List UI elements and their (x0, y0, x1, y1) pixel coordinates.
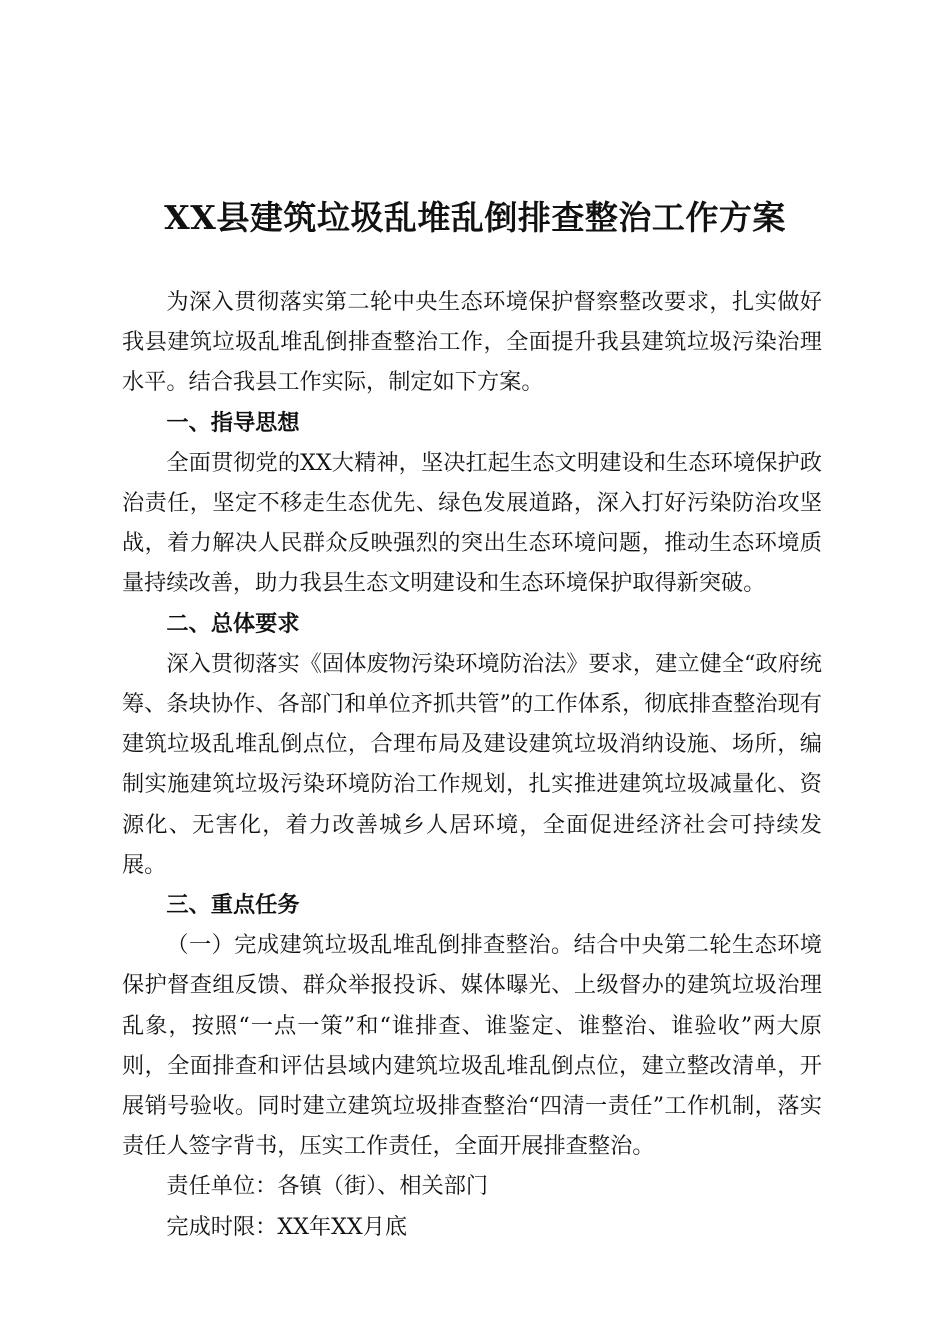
section-paragraph-general-requirements: 深入贯彻落实《固体废物污染环境防治法》要求，建立健全“政府统筹、条块协作、各部门和单位齐抓共管”的工作体系，彻底排查整治现有建筑垃圾乱堆乱倒点位，合理布局及建设建筑垃圾消纳设施、场所，编制实施建筑垃圾污染环境防治工作规划，扎实推进建筑垃圾减量化、资源化、无害化，着力改善城乡人居环境，全面促进经济社会可持续发展。 (122, 650, 822, 878)
section-heading-guiding-thought: 一、指导思想 (166, 409, 300, 436)
section-heading-key-tasks: 三、重点任务 (166, 892, 300, 919)
document-body (122, 282, 822, 1247)
deadline-line: 完成时限：XX年XX月底 (166, 1213, 408, 1240)
section-paragraph-key-tasks: （一）完成建筑垃圾乱堆乱倒排查整治。结合中央第二轮生态环境保护督查组反馈、群众举报投诉、媒体曝光、上级督办的建筑垃圾治理乱象，按照“一点一策”和“谁排查、谁鉴定、谁整治、谁验收”两大原则，全面排查和评估县域内建筑垃圾乱堆乱倒点位，建立整改清单，开展销号验收。同时建立建筑垃圾排查整治“四清一责任”工作机制，落实责任人签字背书，压实工作责任，全面开展排查整治。 (122, 932, 822, 1160)
section-heading-general-requirements: 二、总体要求 (166, 610, 300, 637)
document-title: XX县建筑垃圾乱堆乱倒排查整治工作方案 (164, 198, 786, 237)
intro-paragraph: 为深入贯彻落实第二轮中央生态环境保护督察整改要求，扎实做好我县建筑垃圾乱堆乱倒排查整治工作，全面提升我县建筑垃圾污染治理水平。结合我县工作实际，制定如下方案。 (122, 289, 822, 396)
responsible-unit-line: 责任单位：各镇（街）、相关部门 (166, 1173, 489, 1200)
section-paragraph-guiding-thought: 全面贯彻党的XX大精神，坚决扛起生态文明建设和生态环境保护政治责任，坚定不移走生态优先、绿色发展道路，深入打好污染防治攻坚战，着力解决人民群众反映强烈的突出生态环境问题，推动生态环境质量持续改善，助力我县生态文明建设和生态环境保护取得新突破。 (122, 449, 822, 597)
